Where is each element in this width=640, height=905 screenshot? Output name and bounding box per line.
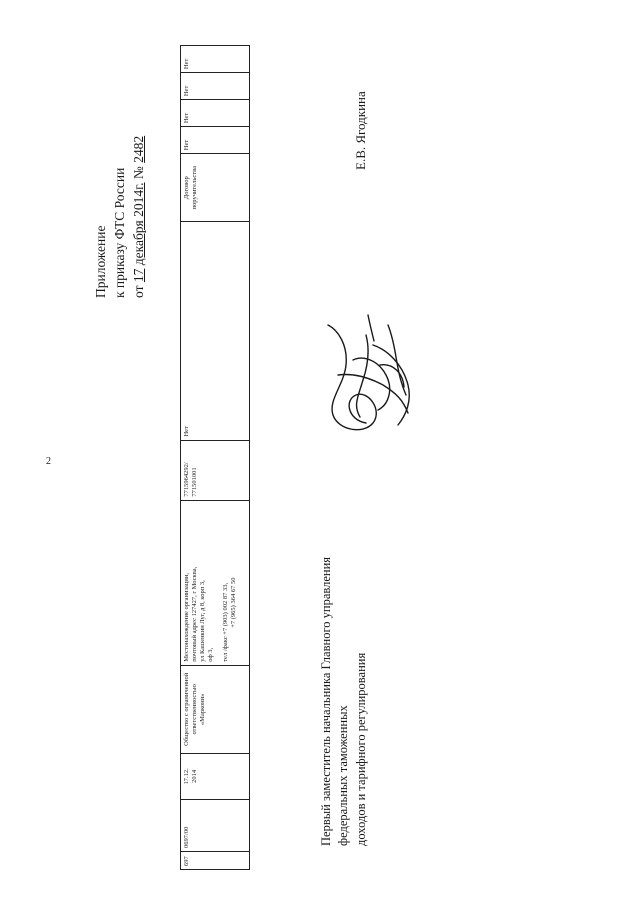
- cell-date-text: 17.12. 2014: [183, 768, 199, 785]
- cell-index: 697: [181, 851, 250, 869]
- cell-flag: Нет: [181, 46, 250, 73]
- handwritten-signature: [308, 305, 418, 450]
- annex-order-ref: к приказу ФТС России: [111, 167, 127, 298]
- annex-date-line: от 17 декабря 2014г. № 2482: [130, 135, 146, 298]
- address-line: почтовый адрес 127427, г Москва,: [191, 566, 199, 662]
- signatory-position-line: доходов и тарифного регулирования: [353, 652, 368, 846]
- register-table: [180, 45, 250, 870]
- phone-line: тел /факс +7 (903) 002 87 33,: [221, 582, 229, 662]
- phone-block: [222, 504, 238, 662]
- table-row: [181, 46, 250, 870]
- annex-header: [92, 136, 149, 298]
- signatory-position: [318, 557, 370, 846]
- cell-flag: Нет: [181, 100, 250, 127]
- annex-date-day: 17: [130, 268, 146, 283]
- address-line: Местонахождение организации,: [183, 573, 190, 662]
- annex-order-number: 2482: [130, 135, 146, 163]
- signatory-position-line: федеральных таможенных: [336, 705, 351, 846]
- cell-note: Нет: [181, 222, 250, 440]
- address-line: оф 3,: [207, 647, 215, 662]
- annex-date-month: декабря 2014г.: [130, 182, 146, 266]
- cell-inn-kpp: 7715964292/ 771501001: [181, 440, 250, 500]
- cell-flag: Нет: [181, 127, 250, 154]
- cell-date: [181, 753, 250, 799]
- signatory-position-line: Первый заместитель начальника Главного управления: [319, 556, 333, 846]
- cell-company-name: Общество с ограниченной ответственностью «Маркони»: [181, 665, 250, 753]
- phone-line: +7 (965) 364 67 50: [229, 577, 237, 628]
- address-line: ул Кашенкин Луг, д 8, корп 3,: [199, 580, 207, 662]
- signatory-name: Е.В. Ягодкина: [353, 91, 368, 170]
- cell-flag: Нет: [181, 73, 250, 100]
- page-number: 2: [46, 456, 51, 467]
- cell-contract: Договор поручительства: [181, 154, 250, 222]
- cell-reg-number: 0697/00: [181, 799, 250, 851]
- annex-title: Приложение: [93, 225, 108, 298]
- cell-address: [181, 500, 250, 665]
